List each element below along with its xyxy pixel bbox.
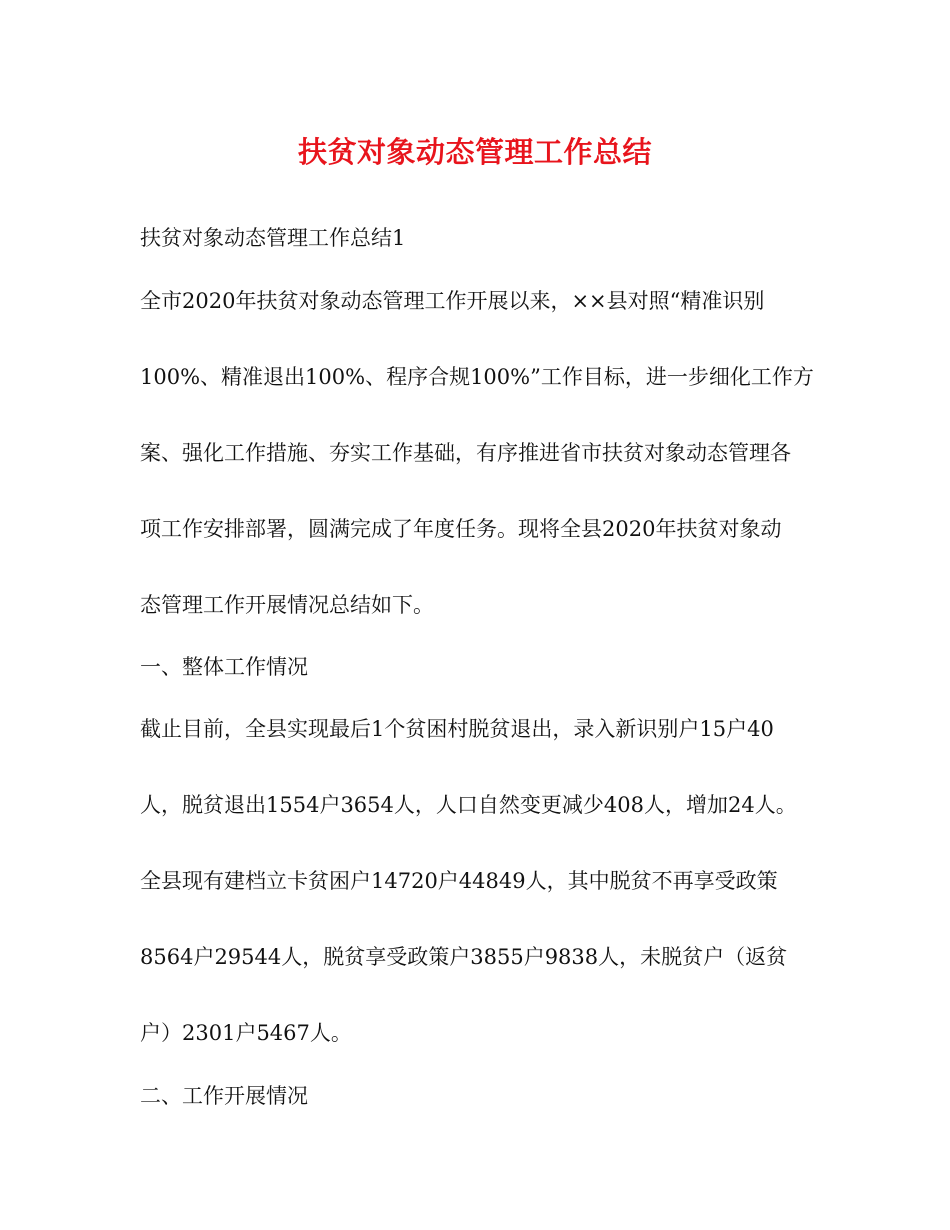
document-subtitle: 扶贫对象动态管理工作总结1 <box>140 226 406 250</box>
paragraph-line: 人，脱贫退出1554户3654人，人口自然变更减少408人，增加24人。 <box>140 793 797 817</box>
paragraph-overall <box>140 711 820 1051</box>
paragraph-line: 100%、精准退出100%、程序合规100%”工作目标，进一步细化工作方 <box>140 365 814 389</box>
paragraph-line: 户）2301户5467人。 <box>140 1021 352 1045</box>
paragraph-line: 全县现有建档立卡贫困户14720户44849人，其中脱贫不再享受政策 <box>140 869 778 893</box>
document-body <box>140 220 820 1140</box>
document-title: 扶贫对象动态管理工作总结 <box>297 135 652 169</box>
paragraph-line: 全市2020年扶贫对象动态管理工作开展以来，××县对照“精准识别 <box>140 289 765 313</box>
paragraph-line: 截止目前，全县实现最后1个贫困村脱贫退出，录入新识别户15户40 <box>140 717 774 741</box>
paragraph-line: 8564户29544人，脱贫享受政策户3855户9838人，未脱贫户（返贫 <box>140 945 788 969</box>
paragraph-line: 案、强化工作措施、夯实工作基础，有序推进省市扶贫对象动态管理各 <box>140 441 791 465</box>
paragraph-line: 态管理工作开展情况总结如下。 <box>140 593 434 617</box>
paragraph-line: 项工作安排部署，圆满完成了年度任务。现将全县2020年扶贫对象动 <box>140 517 782 541</box>
section-heading-overall: 一、整体工作情况 <box>140 655 308 679</box>
section-heading-progress: 二、工作开展情况 <box>140 1084 308 1108</box>
paragraph-intro <box>140 283 820 623</box>
